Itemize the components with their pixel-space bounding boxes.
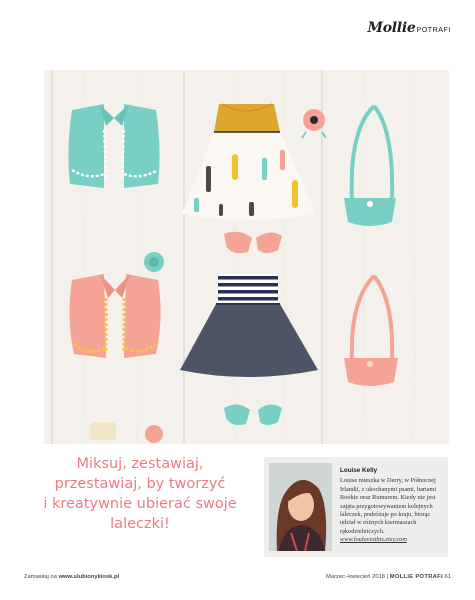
- footer-issue-date: Marzec–kwiecień 2018: [326, 574, 386, 580]
- footer-order-info: [24, 574, 119, 580]
- coral-flower: [145, 425, 163, 443]
- logo-script-text: Mollie: [367, 20, 416, 36]
- footer-brand: MOLLIE POTRAFI: [389, 574, 443, 580]
- logo-caps-text: POTRAFI: [416, 27, 451, 34]
- mint-rose: [144, 252, 164, 272]
- quote-line: laleczki!: [110, 516, 170, 532]
- quote-line: przestawiaj, by tworzyć: [54, 476, 226, 492]
- footer-issue-info: Marzec–kwiecień 2018 | MOLLIE POTRAFI 61: [326, 574, 451, 580]
- author-name: Louise Kelly: [340, 467, 378, 474]
- author-bio-card: [264, 457, 448, 557]
- author-website-link[interactable]: www.loulovesthis.etsy.com: [340, 536, 407, 544]
- doll-clothes-photo: [44, 70, 449, 444]
- page-number: 61: [444, 574, 451, 580]
- author-description: Louise mieszka w Derry, w Północnej Irlandii, z ukochanymi psami, hartami Rookie oraz Rumurem. Kiedy nie jest zajęta przygotowywaniem kolejnych laleczek, podróżuje po kraju, biorąc udział w różnych kiermaszach rękodzielniczych.: [340, 477, 437, 535]
- cream-headband: [90, 422, 116, 440]
- footer-store-link[interactable]: www.ulubionykiosk.pl: [58, 574, 120, 580]
- quote-line: Miksuj, zestawiaj,: [76, 456, 204, 472]
- author-portrait: [269, 463, 332, 551]
- pull-quote: [20, 454, 260, 534]
- magazine-logo: [368, 20, 451, 40]
- footer-order-prefix: Zamawiaj na: [24, 574, 57, 580]
- quote-line: i kreatywnie ubierać swoje: [43, 496, 237, 512]
